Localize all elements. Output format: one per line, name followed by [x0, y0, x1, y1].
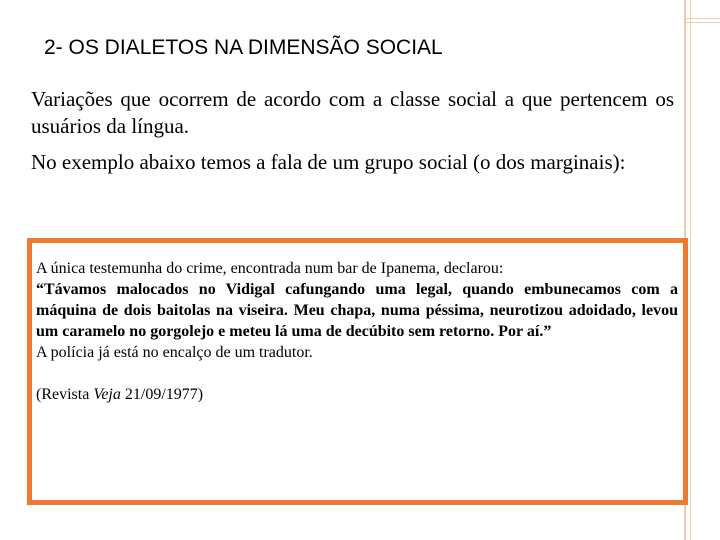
- body-paragraph-definition: Variações que ocorrem de acordo com a classe social a que pertencem os usuários da língua.: [31, 87, 674, 138]
- quote-box: [27, 238, 688, 505]
- quote-content: [36, 258, 678, 405]
- decorative-frame-line: [684, 18, 720, 19]
- citation-source: Veja: [93, 386, 121, 403]
- quote-citation: [36, 384, 678, 405]
- quote-text: “Távamos malocados no Vidigal cafungando uma legal, quando embunecamos com a máquina de dois baitolas na viseira. Meu chapa, numa péssima, neurotizou adoidado, levou um caramelo no gorgolejo e meteu lá uma de decúbito sem retorno. Por aí.”: [36, 281, 678, 340]
- citation-open: (Revista: [36, 386, 94, 403]
- citation-date: 21/09/1977): [120, 386, 204, 403]
- quote-intro: A única testemunha do crime, encontrada num bar de Ipanema, declarou:: [36, 260, 504, 277]
- slide-title: 2- OS DIALETOS NA DIMENSÃO SOCIAL: [44, 36, 443, 59]
- body-paragraph-example-intro: No exemplo abaixo temos a fala de um grupo social (o dos marginais):: [31, 150, 626, 174]
- decorative-frame-line: [690, 0, 691, 540]
- quote-closing: A polícia já está no encalço de um tradutor.: [36, 344, 313, 361]
- spacer: [36, 363, 678, 384]
- decorative-frame-line: [684, 22, 720, 23]
